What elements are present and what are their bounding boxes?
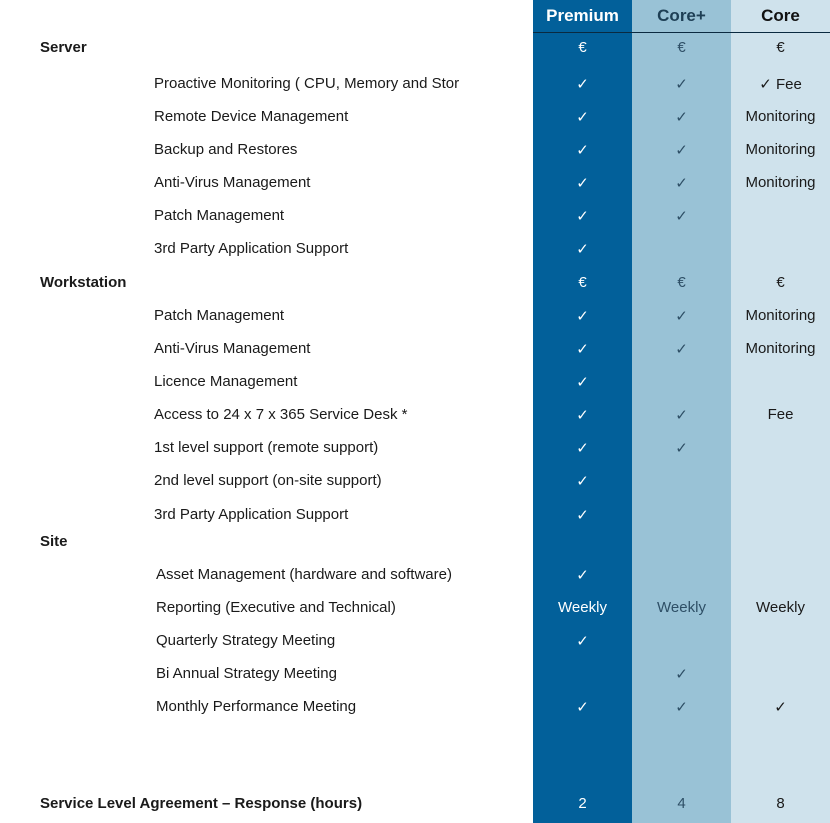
- cell-core: Monitoring: [745, 340, 816, 357]
- cell-premium: ✓: [576, 109, 589, 126]
- feature-label: Monthly Performance Meeting: [156, 698, 357, 715]
- cell-premium: ✓: [576, 341, 589, 358]
- cell-core-plus: ✓: [675, 109, 688, 126]
- feature-label: 3rd Party Application Support: [154, 240, 349, 257]
- cell-premium: ✓: [576, 76, 589, 93]
- cell-premium: ✓: [576, 308, 589, 325]
- feature-label: Remote Device Management: [154, 108, 349, 125]
- cell-core-plus: ✓: [675, 407, 688, 424]
- header-divider: [533, 32, 830, 33]
- cell-premium: Weekly: [558, 599, 607, 616]
- cell-core: Monitoring: [745, 108, 816, 125]
- cell-core: ✓: [774, 699, 787, 716]
- cell-premium: ✓: [576, 567, 589, 584]
- feature-label: 1st level support (remote support): [154, 439, 379, 456]
- cell-premium: ✓: [576, 507, 589, 524]
- cell-core-plus: ✓: [675, 341, 688, 358]
- sla-label: Service Level Agreement – Response (hours): [40, 795, 363, 812]
- section-heading: Site: [40, 533, 68, 550]
- cell-premium: ✓: [576, 440, 589, 457]
- cell-core: Monitoring: [745, 174, 816, 191]
- feature-label: Quarterly Strategy Meeting: [156, 632, 336, 649]
- cell-core-plus: Weekly: [657, 599, 706, 616]
- header-premium: Premium: [546, 6, 619, 25]
- cell-core: Monitoring: [745, 141, 816, 158]
- cell-premium: €: [578, 39, 587, 56]
- cell-core: Weekly: [756, 599, 805, 616]
- cell-core: Fee: [767, 406, 794, 423]
- feature-label: Asset Management (hardware and software): [156, 566, 452, 583]
- feature-label: Reporting (Executive and Technical): [156, 599, 396, 616]
- cell-premium: ✓: [576, 633, 589, 650]
- cell-core: €: [776, 274, 785, 291]
- header-core-plus: Core+: [657, 6, 706, 25]
- cell-premium: €: [578, 274, 587, 291]
- cell-premium: ✓: [576, 374, 589, 391]
- cell-core-plus: ✓: [675, 666, 688, 683]
- feature-label: Anti-Virus Management: [154, 174, 311, 191]
- feature-label: Backup and Restores: [154, 141, 298, 158]
- cell-core-plus: ✓: [675, 175, 688, 192]
- cell-core: ✓ Fee: [759, 76, 802, 93]
- section-heading: Workstation: [40, 274, 127, 291]
- feature-label: Bi Annual Strategy Meeting: [156, 665, 337, 682]
- cell-core-plus: €: [677, 274, 686, 291]
- header-core: Core: [761, 6, 800, 25]
- feature-label: Access to 24 x 7 x 365 Service Desk *: [154, 406, 408, 423]
- feature-label: Anti-Virus Management: [154, 340, 311, 357]
- feature-label: Proactive Monitoring ( CPU, Memory and Stor: [154, 75, 460, 92]
- cell-core: €: [776, 39, 785, 56]
- feature-label: Licence Management: [154, 373, 298, 390]
- sla-core-plus: 4: [677, 795, 686, 812]
- feature-label: Patch Management: [154, 307, 285, 324]
- section-heading: Server: [40, 39, 87, 56]
- cell-core-plus: ✓: [675, 76, 688, 93]
- cell-premium: ✓: [576, 175, 589, 192]
- cell-core-plus: €: [677, 39, 686, 56]
- cell-premium: ✓: [576, 142, 589, 159]
- cell-core-plus: ✓: [675, 142, 688, 159]
- cell-premium: ✓: [576, 208, 589, 225]
- cell-premium: ✓: [576, 473, 589, 490]
- cell-core-plus: ✓: [675, 308, 688, 325]
- feature-label: Patch Management: [154, 207, 285, 224]
- cell-premium: ✓: [576, 699, 589, 716]
- feature-label: 2nd level support (on-site support): [154, 472, 382, 489]
- cell-premium: ✓: [576, 241, 589, 258]
- cell-core: Monitoring: [745, 307, 816, 324]
- sla-core: 8: [776, 795, 785, 812]
- cell-core-plus: ✓: [675, 208, 688, 225]
- sla-premium: 2: [578, 795, 587, 812]
- cell-core-plus: ✓: [675, 440, 688, 457]
- cell-core-plus: ✓: [675, 699, 688, 716]
- feature-label: 3rd Party Application Support: [154, 506, 349, 523]
- cell-premium: ✓: [576, 407, 589, 424]
